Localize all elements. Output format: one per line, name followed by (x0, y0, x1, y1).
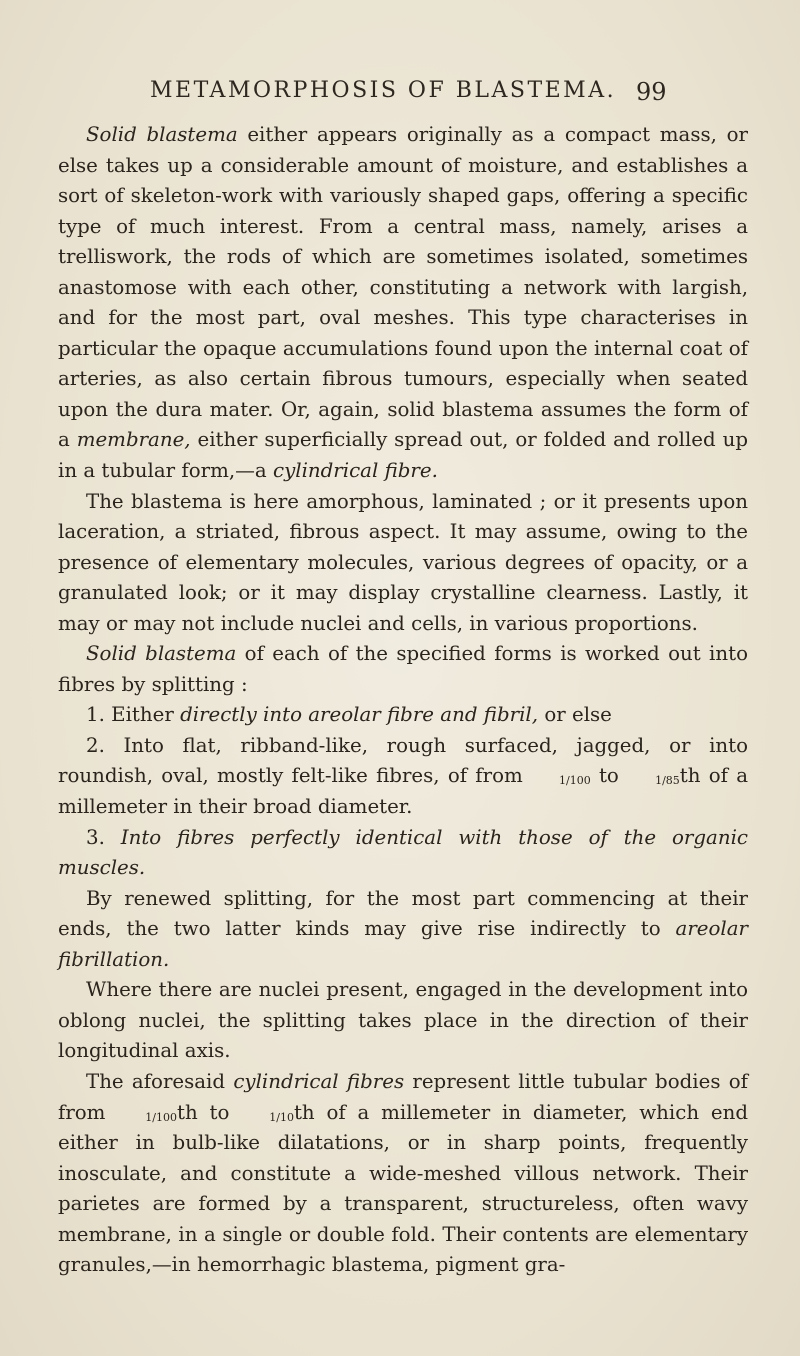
fraction: 1/85 (655, 774, 680, 788)
list-item-2: 2. Into flat, ribband-like, rough surfaced, jagged, or into roundish, oval, mostly felt-like fibres, of from 1/100 to 1/85th of a millemeter in their broad diameter. (58, 733, 748, 819)
page-number: 99 (636, 78, 667, 106)
running-head: METAMORPHOSIS OF BLASTEMA. (150, 78, 617, 103)
body-text (58, 120, 748, 1281)
fraction: 1/100 (145, 1110, 177, 1124)
fraction: 1/10 (269, 1110, 294, 1124)
paragraph-amorphous: The blastema is here amorphous, laminated ; or it presents upon laceration, a striated, fibrous aspect. It may assume, owing to the presence of elementary molecules, various degrees of opacity, or a granulated look; or it may display crystalline clearness. Lastly, it may or may not include nuclei and cells, in various proportions. (58, 489, 748, 635)
paragraph-renewed-splitting: By renewed splitting, for the most part commencing at their ends, the two latter kinds may give rise indirectly to areolar fibrillation. (58, 886, 748, 971)
fraction: 1/100 (559, 774, 591, 788)
paragraph-splitting: Solid blastema of each of the specified forms is worked out into fibres by splitting : (58, 642, 748, 696)
list-item-3: 3. Into fibres perfectly identical with those of the organic muscles. (58, 825, 748, 880)
paragraph-nuclei: Where there are nuclei present, engaged in the development into oblong nuclei, the splitting takes place in the direction of their longitudinal axis. (58, 978, 748, 1063)
paragraph-solid-blastema: Solid blastema either appears originally as a compact mass, or else takes up a considerable amount of moisture, and establishes a sort of skeleton-work with variously shaped gaps, offering a specific type of much interest. From a central mass, namely, arises a trelliswork, the rods of which are sometimes isolated, sometimes anastomose with each other, constituting a network with largish, and for the most part, oval meshes. This type characterises in particular the opaque accumulations found upon the internal coat of arteries, as also certain fibrous tumours, especially when seated upon the dura mater. Or, again, solid blastema assumes the form of a membrane, either superficially spread out, or folded and rolled up in a tubular form,—a cylindrical fibre. (58, 123, 748, 483)
paragraph-cylindrical-fibres: The aforesaid cylindrical fibres represent little tubular bodies of from 1/100th to 1/10th of a millemeter in diameter, which end either in bulb-like dilatations, or in sharp points, frequently inosculate, and constitute a wide-meshed villous network. Their parietes are formed by a transparent, structureless, often wavy membrane, in a single or double fold. Their contents are elementary granules,—in hemorrhagic blastema, pigment gra- (58, 1069, 749, 1277)
list-item-1: 1. Either directly into areolar fibre and fibril, or else (86, 703, 612, 727)
